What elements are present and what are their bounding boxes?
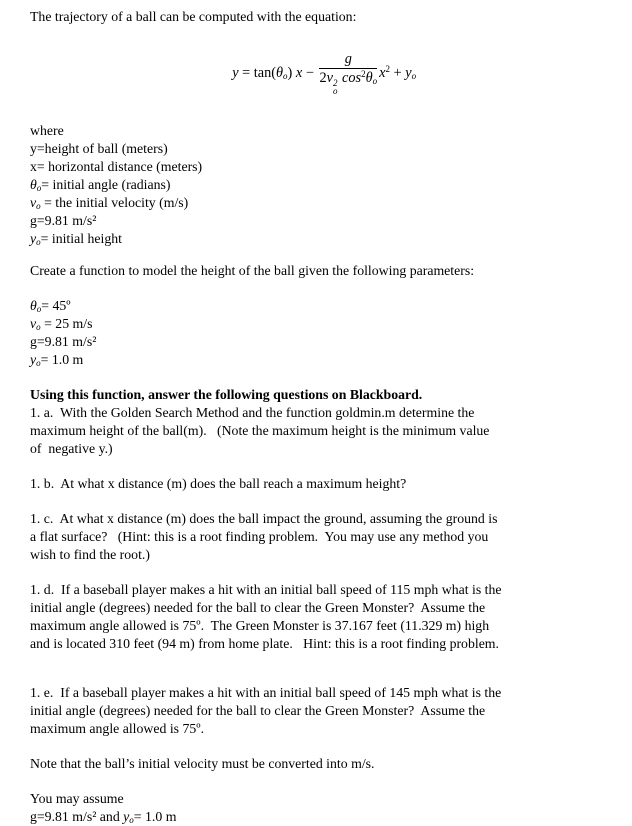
eq-theta-sub: o (283, 70, 288, 81)
eq-den-theta: θ (365, 70, 373, 86)
assume-line-1: You may assume (30, 791, 124, 806)
where-line-x: x= horizontal distance (meters) (30, 159, 203, 174)
where-line-theta: $\theta_o=$ initial angle (radians) (30, 177, 171, 193)
eq-numerator (319, 52, 377, 69)
questions-heading: Using this function, answer the following questions on Blackboard. (30, 387, 423, 402)
trajectory-equation (30, 34, 604, 113)
eq-plus: + (390, 64, 406, 81)
text-line: initial angle (degrees) needed for the ball to clear the Green Monster? Assume the (30, 703, 486, 718)
assume-line-2: g=9.81 m/s² and $y_o= 1.0$ m (30, 809, 177, 825)
eq-cos: cos (338, 70, 362, 86)
where-definitions (30, 122, 604, 248)
text-line: maximum angle allowed is 75º. The Green Monster is 37.167 feet (11.329 m) high (30, 618, 490, 633)
text-line: 1. a. With the Golden Search Method and the function goldmin.m determine the (30, 405, 475, 420)
question-1e (30, 684, 604, 738)
where-line-g: g=9.81 m/s² (30, 213, 97, 228)
parameters-list (30, 297, 604, 369)
eq-theta: θ (276, 64, 284, 81)
text-line: maximum angle allowed is 75º. (30, 721, 205, 736)
eq-x: x (295, 64, 303, 81)
text-line: 1. b. At what x distance (m) does the ball reach a maximum height? (30, 476, 407, 491)
eq-y0-sub: o (411, 70, 417, 81)
note-paragraph: Note that the ball’s initial velocity must be converted into m/s. (30, 756, 375, 771)
eq-x2: x (379, 64, 386, 81)
eq-y: y (232, 64, 239, 81)
eq-equals: = (238, 64, 254, 81)
eq-y0: y (405, 64, 412, 81)
text-line: of negative y.) (30, 441, 113, 456)
intro-paragraph: The trajectory of a ball can be computed with the equation: (30, 9, 357, 24)
eq-tan: tan( (253, 64, 277, 81)
text-line: and is located 310 feet (94 m) from home plate. Hint: this is a root finding problem. (30, 636, 499, 651)
where-label: where (30, 123, 64, 138)
eq-cos-sup: 2 (361, 69, 366, 79)
where-line-y: y=height of ball (meters) (30, 141, 168, 156)
question-1a (30, 404, 604, 458)
text-line: maximum height of the ball(m). (Note the maximum height is the minimum value (30, 423, 490, 438)
where-line-v: $v_o$ = the initial velocity (m/s) (30, 195, 189, 211)
eq-g: g (344, 51, 352, 67)
eq-x2-sup: 2 (385, 63, 391, 74)
question-1b (30, 475, 604, 493)
eq-den-2: 2 (319, 70, 327, 86)
question-1d (30, 581, 604, 653)
eq-v-supsub: 2 o (332, 78, 338, 96)
text-line: 1. c. At what x distance (m) does the ball impact the ground, assuming the ground is (30, 511, 498, 526)
text-line: a flat surface? (Hint: this is a root finding problem. You may use any method you (30, 529, 489, 544)
param-g: g=9.81 m/s² (30, 334, 97, 349)
text-line: 1. d. If a baseball player makes a hit with an initial ball speed of 115 mph what is the (30, 582, 502, 597)
eq-fraction (319, 52, 377, 95)
eq-close-paren: ) (287, 64, 296, 81)
text-line: wish to find the root.) (30, 547, 150, 562)
create-function-paragraph: Create a function to model the height of the ball given the following parameters: (30, 263, 475, 278)
eq-denominator (319, 69, 377, 95)
param-v: $v_o = 25$ m/s (30, 316, 93, 332)
eq-den-theta-sub: o (372, 76, 378, 86)
text-line: 1. e. If a baseball player makes a hit with an initial ball speed of 145 mph what is the (30, 685, 502, 700)
text-line: initial angle (degrees) needed for the ball to clear the Green Monster? Assume the (30, 600, 486, 615)
assumptions (30, 790, 604, 826)
where-line-y0: $y_o=$ initial height (30, 231, 122, 247)
eq-v: v (326, 70, 333, 86)
param-theta: $\theta_o=$ 45º (30, 298, 71, 314)
question-1c (30, 510, 604, 564)
param-y0: $y_o= 1.0$ m (30, 352, 84, 368)
eq-minus: − (302, 64, 318, 81)
